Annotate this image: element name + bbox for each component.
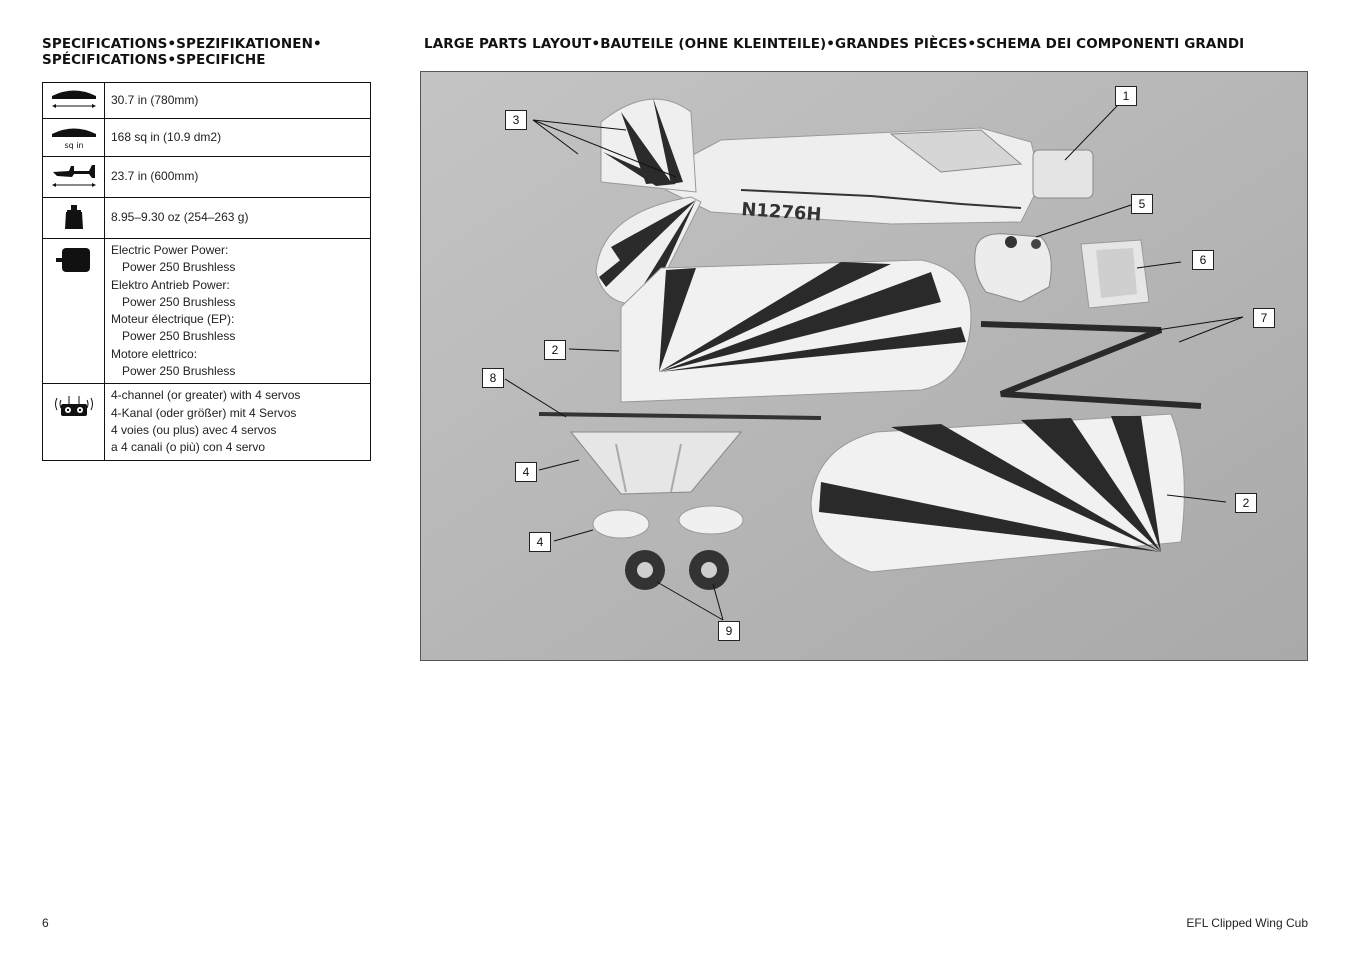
page-number: 6	[42, 916, 49, 930]
callout-1: 1	[1115, 86, 1137, 106]
callout-5: 5	[1131, 194, 1153, 214]
spec-row-radio	[43, 384, 371, 460]
transmitter-icon	[43, 384, 105, 460]
motor-icon	[43, 239, 105, 384]
weight-icon	[43, 198, 105, 239]
motor-line-5: Moteur électrique (EP):	[111, 312, 235, 327]
wing-area-value: 168 sq in (10.9 dm2)	[105, 119, 371, 157]
callout-8: 8	[482, 368, 504, 388]
wing-half-part	[621, 260, 971, 402]
callout-2: 2	[544, 340, 566, 360]
specifications-heading-line-2: SPÉCIFICATIONS•SPECIFICHE	[42, 52, 266, 68]
motor-line-6: Power 250 Brushless	[122, 329, 236, 344]
length-value: 23.7 in (600mm)	[105, 157, 371, 198]
spec-row-wingspan	[43, 83, 371, 119]
spec-row-weight	[43, 198, 371, 239]
radio-line-1: 4-channel (or greater) with 4 servos	[111, 388, 301, 403]
callout-7: 7	[1253, 308, 1275, 328]
specifications-heading-line-1: SPECIFICATIONS•SPEZIFIKATIONEN•	[42, 36, 322, 52]
parts-layout-photo	[420, 71, 1308, 661]
specifications-heading	[42, 36, 362, 68]
spec-row-wing-area	[43, 119, 371, 157]
wing-area-icon-label: sq in	[63, 141, 84, 150]
motor-line-2: Power 250 Brushless	[122, 260, 236, 275]
vertical-fin-part	[601, 98, 696, 192]
wingspan-value: 30.7 in (780mm)	[105, 83, 371, 119]
parts-layout-heading: LARGE PARTS LAYOUT•BAUTEILE (OHNE KLEINTEILE)•GRANDES PIÈCES•SCHEMA DEI COMPONENTI GRANDI	[424, 36, 1245, 52]
cowling-part	[975, 234, 1051, 302]
wingspan-icon	[43, 83, 105, 119]
radio-value	[105, 384, 371, 460]
radio-line-3: 4 voies (ou plus) avec 4 servos	[111, 422, 277, 437]
callout-2: 2	[1235, 493, 1257, 513]
callout-9: 9	[718, 621, 740, 641]
registration-text: N1276H	[740, 199, 823, 226]
footer-title: EFL Clipped Wing Cub	[1186, 916, 1308, 930]
callout-4: 4	[529, 532, 551, 552]
motor-value	[105, 239, 371, 384]
callout-4: 4	[515, 462, 537, 482]
spec-row-motor	[43, 239, 371, 384]
specifications-table	[42, 82, 371, 461]
motor-line-1: Electric Power Power:	[111, 243, 229, 257]
callout-6: 6	[1192, 250, 1214, 270]
motor-line-3: Elektro Antrieb Power:	[111, 277, 230, 292]
motor-line-4: Power 250 Brushless	[122, 294, 236, 309]
wing-area-icon	[43, 119, 105, 157]
windshield-part	[1081, 240, 1149, 308]
motor-line-8: Power 250 Brushless	[122, 364, 236, 379]
spec-row-length	[43, 157, 371, 198]
weight-value: 8.95–9.30 oz (254–263 g)	[105, 198, 371, 239]
motor-line-7: Motore elettrico:	[111, 346, 198, 361]
callout-3: 3	[505, 110, 527, 130]
radio-line-4: a 4 canali (o più) con 4 servo	[111, 440, 266, 455]
radio-line-2: 4-Kanal (oder größer) mit 4 Servos	[111, 405, 297, 420]
fuselage-length-icon	[43, 157, 105, 198]
